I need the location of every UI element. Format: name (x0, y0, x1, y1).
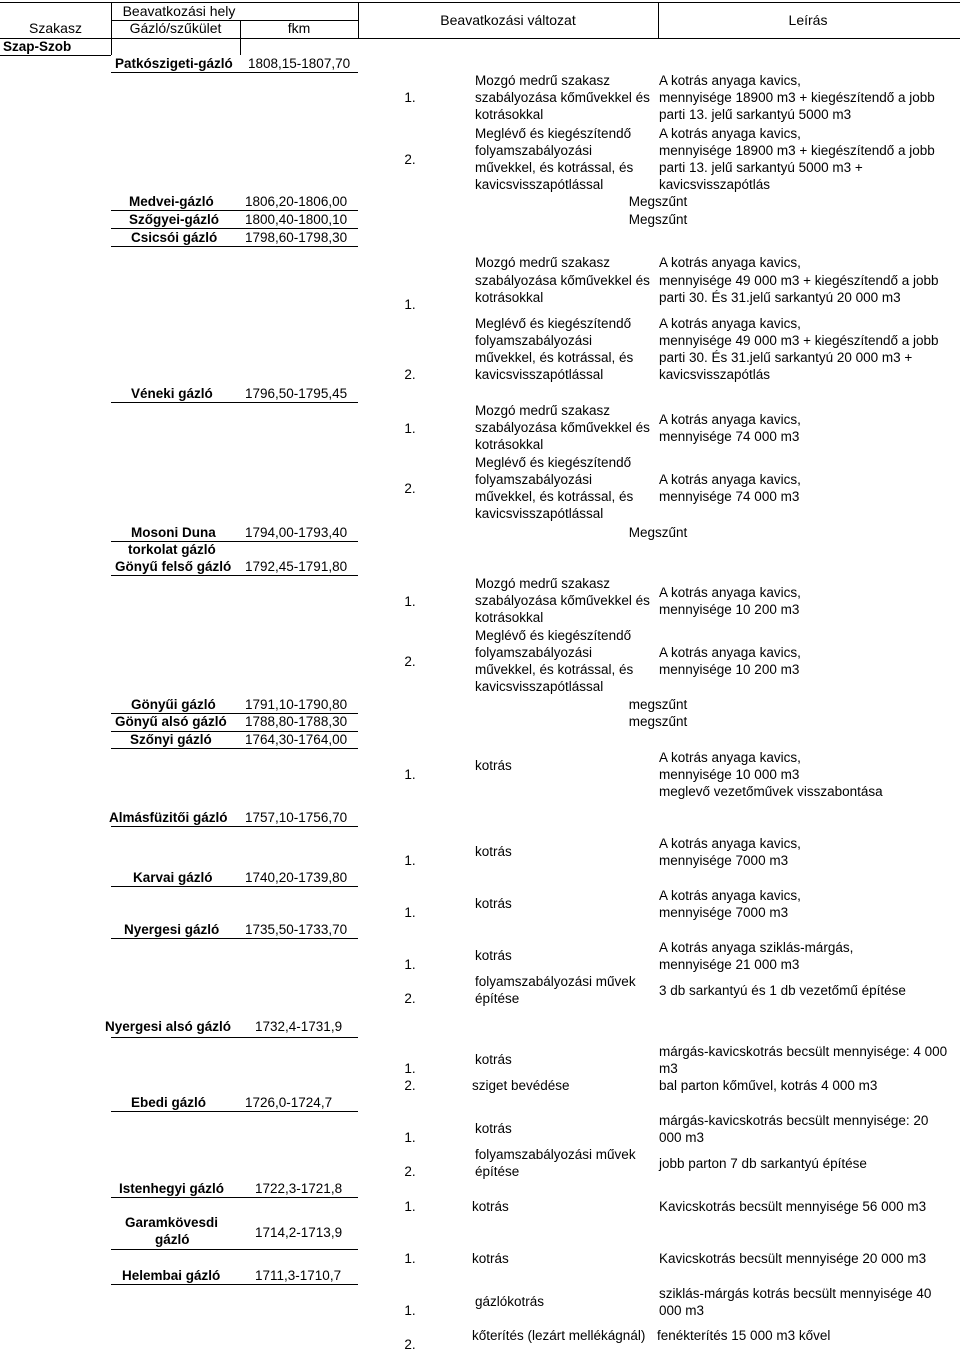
variant-text: szabályozása kőművekkel és (475, 90, 650, 105)
site-name: Véneki gázló (131, 386, 213, 401)
site-fkm: 1788,80-1788,30 (245, 714, 348, 729)
row-line (111, 748, 358, 749)
variant-number: 1. (404, 957, 416, 972)
variant-text: Meglévő és kiegészítendő (475, 316, 632, 331)
header-szakasz: Szakasz (29, 20, 82, 36)
description-text: Kavicskotrás becsült mennyisége 20 000 m3 (659, 1251, 927, 1266)
variant-text: folyamszabályozási (475, 645, 593, 660)
variant-text: szabályozása kőművekkel és (475, 420, 650, 435)
variant-text: folyamszabályozási (475, 143, 593, 158)
site-name: Csicsói gázló (131, 230, 218, 245)
variant-number: 1. (404, 1199, 416, 1214)
variant-text: folyamszabályozási (475, 333, 593, 348)
description-text: mennyisége 74 000 m3 (659, 429, 800, 444)
description-text: mennyisége 74 000 m3 (659, 489, 800, 504)
variant-text: Mozgó medrű szakasz (475, 576, 611, 591)
site-name: Szőnyi gázló (130, 732, 212, 747)
header-leiras: Leírás (788, 12, 828, 28)
variant-text: folyamszabályozási művek (475, 974, 636, 989)
description-text: A kotrás anyaga kavics, (659, 73, 801, 88)
site-fkm: 1740,20-1739,80 (245, 870, 348, 885)
header-beavatkozasi-hely: Beavatkozási hely (122, 3, 236, 19)
description-text: mennyisége 7000 m3 (659, 905, 789, 920)
variant-text: szabályozása kőművekkel és (475, 593, 650, 608)
description-text: A kotrás anyaga kavics, (659, 126, 801, 141)
site-name: Patkószigeti-gázló (115, 56, 233, 71)
variant-text: folyamszabályozási (475, 472, 593, 487)
site-fkm: 1796,50-1795,45 (245, 386, 348, 401)
site-name: Gönyűi gázló (131, 697, 216, 712)
description-text: mennyisége 21 000 m3 (659, 957, 800, 972)
variant-text: kotrás (475, 896, 512, 911)
description-text: A kotrás anyaga kavics, (659, 472, 801, 487)
variant-number: 2. (404, 152, 416, 167)
description-text: márgás-kavicskotrás becsült mennyisége: 20 (659, 1113, 929, 1128)
description-text: mennyisége 10 000 m3 (659, 767, 800, 782)
description-text: m3 (659, 1061, 678, 1076)
variant-number: 1. (404, 297, 416, 312)
variant-text: Meglévő és kiegészítendő (475, 126, 632, 141)
site-fkm: 1757,10-1756,70 (245, 810, 348, 825)
site-fkm: 1794,00-1793,40 (245, 525, 348, 540)
site-name: Gönyű alsó gázló (115, 714, 227, 729)
header-beavatkozasi-valtozat: Beavatkozási változat (440, 12, 576, 28)
description-text: 000 m3 (659, 1303, 705, 1318)
variant-text: kotrás (475, 1121, 512, 1136)
variant-text: gázlókotrás (475, 1294, 545, 1309)
variant-text: művekkel, és kotrással, és (475, 489, 634, 504)
row-line (111, 1249, 358, 1250)
variant-number: 1. (404, 90, 416, 105)
site-fkm: 1722,3-1721,8 (255, 1181, 343, 1196)
section-divider (0, 55, 111, 56)
description-text: mennyisége 49 000 m3 + kiegészítendő a jobb (659, 333, 939, 348)
description-text: mennyisége 7000 m3 (659, 853, 789, 868)
site-fkm: 1792,45-1791,80 (245, 559, 348, 574)
variant-number: 1. (404, 905, 416, 920)
row-line (111, 886, 358, 887)
description-text: sziklás-márgás kotrás becsült mennyisége 40 (659, 1286, 932, 1301)
site-name: Karvai gázló (133, 870, 213, 885)
site-name: Gönyű felső gázló (115, 559, 232, 574)
variant-text: művekkel, és kotrással, és (475, 662, 634, 677)
site-status: Megszűnt (628, 525, 688, 540)
site-status: Megszűnt (628, 194, 688, 209)
description-text: bal parton kőművel, kotrás 4 000 m3 (659, 1078, 878, 1093)
description-text: kavicsvisszapótlás (659, 177, 771, 192)
description-text: mennyisége 10 200 m3 (659, 602, 800, 617)
description-text: parti 30. És 31.jelű sarkantyú 20 000 m3 + (659, 350, 913, 365)
description-text: meglevő vezetőművek visszabontása (659, 784, 883, 799)
site-name: Nyergesi gázló (124, 922, 220, 937)
variant-text: Mozgó medrű szakasz (475, 73, 611, 88)
variant-number: 1. (404, 1303, 416, 1318)
variant-number: 2. (404, 1337, 416, 1352)
site-name: torkolat gázló (128, 542, 216, 557)
description-text: A kotrás anyaga kavics, (659, 888, 801, 903)
description-text: A kotrás anyaga kavics, (659, 255, 801, 270)
variant-text: kotrásokkal (475, 290, 544, 305)
site-fkm: 1764,30-1764,00 (245, 732, 348, 747)
row-line (111, 402, 358, 403)
description-text: parti 30. És 31.jelű sarkantyú 20 000 m3 (659, 290, 901, 305)
description-text: parti 13. jelű sarkantyú 5000 m3 + (659, 160, 863, 175)
variant-text: kavicsvisszapótlással (475, 367, 604, 382)
site-status: Megszűnt (628, 212, 688, 227)
variant-text: sziget bevédése (472, 1078, 570, 1093)
variant-text: kotrásokkal (475, 437, 544, 452)
site-fkm: 1798,60-1798,30 (245, 230, 348, 245)
site-fkm: 1735,50-1733,70 (245, 922, 348, 937)
description-text: A kotrás anyaga kavics, (659, 316, 801, 331)
site-name: Almásfüzitői gázló (109, 810, 228, 825)
site-fkm: 1808,15-1807,70 (248, 56, 351, 71)
row-line (111, 826, 358, 827)
site-name: Medvei-gázló (129, 194, 214, 209)
variant-text: szabályozása kőművekkel és (475, 273, 650, 288)
description-text: kavicsvisszapótlás (659, 367, 771, 382)
row-line (111, 1037, 358, 1038)
site-fkm: 1800,40-1800,10 (245, 212, 348, 227)
description-text: 3 db sarkantyú és 1 db vezetőmű építése (659, 983, 906, 998)
variant-number: 1. (404, 1130, 416, 1145)
variant-text: kotrás (475, 948, 512, 963)
description-text: A kotrás anyaga kavics, (659, 645, 801, 660)
header-fkm: fkm (287, 20, 311, 36)
variant-text: kavicsvisszapótlással (475, 679, 604, 694)
row-line (111, 575, 358, 576)
description-text: A kotrás anyaga kavics, (659, 412, 801, 427)
variant-text: építése (475, 1164, 520, 1179)
description-text: 000 m3 (659, 1130, 705, 1145)
variant-text: kotrás (475, 1052, 512, 1067)
variant-number: 1. (404, 853, 416, 868)
variant-number: 1. (404, 594, 416, 609)
description-text: Kavicskotrás becsült mennyisége 56 000 m3 (659, 1199, 927, 1214)
site-name: gázló (155, 1232, 190, 1247)
site-fkm: 1806,20-1806,00 (245, 194, 348, 209)
description-text: jobb parton 7 db sarkantyú építése (659, 1156, 867, 1171)
variant-number: 2. (404, 991, 416, 1006)
site-name: Mosoni Duna (131, 525, 216, 540)
variant-number: 2. (404, 654, 416, 669)
header-divider (0, 38, 960, 39)
variant-text: folyamszabályozási művek (475, 1147, 636, 1162)
description-text: fenékterítés 15 000 m3 kővel (657, 1328, 831, 1343)
section-label: Szap-Szob (3, 39, 72, 54)
variant-text: művekkel, és kotrással, és (475, 160, 634, 175)
description-text: A kotrás anyaga kavics, (659, 750, 801, 765)
variant-text: Mozgó medrű szakasz (475, 403, 611, 418)
description-text: A kotrás anyaga kavics, (659, 585, 801, 600)
site-name: Istenhegyi gázló (119, 1181, 225, 1196)
row-line (111, 1197, 358, 1198)
variant-text: kőterítés (lezárt mellékágnál) (472, 1328, 646, 1343)
variant-text: kavicsvisszapótlással (475, 506, 604, 521)
variant-text: kotrás (475, 758, 512, 773)
description-text: mennyisége 18900 m3 + kiegészítendő a jobb (659, 143, 935, 158)
variant-text: Meglévő és kiegészítendő (475, 455, 632, 470)
description-text: A kotrás anyaga sziklás-márgás, (659, 940, 854, 955)
variant-number: 2. (404, 481, 416, 496)
description-text: márgás-kavicskotrás becsült mennyisége: 4 000 (659, 1044, 948, 1059)
site-status: megszűnt (628, 697, 688, 712)
description-text: mennyisége 49 000 m3 + kiegészítendő a jobb (659, 273, 939, 288)
site-name: Helembai gázló (122, 1268, 221, 1283)
variant-text: kotrásokkal (475, 610, 544, 625)
variant-number: 2. (404, 367, 416, 382)
site-status: megszűnt (628, 714, 688, 729)
site-fkm: 1726,0-1724,7 (245, 1095, 333, 1110)
header-gazlo-szukulet: Gázló/szűkület (129, 20, 222, 36)
description-text: parti 13. jelű sarkantyú 5000 m3 (659, 107, 852, 122)
description-text: mennyisége 10 200 m3 (659, 662, 800, 677)
variant-text: kotrás (475, 844, 512, 859)
row-line (111, 72, 358, 73)
site-name: Nyergesi alsó gázló (105, 1019, 232, 1034)
variant-text: művekkel, és kotrással, és (475, 350, 634, 365)
description-text: A kotrás anyaga kavics, (659, 836, 801, 851)
row-line (111, 246, 358, 247)
row-line (111, 1284, 358, 1285)
variant-number: 1. (404, 767, 416, 782)
variant-number: 1. (404, 421, 416, 436)
site-name: Ebedi gázló (131, 1095, 207, 1110)
variant-number: 1. (404, 1061, 416, 1076)
description-text: mennyisége 18900 m3 + kiegészítendő a jobb (659, 90, 935, 105)
site-fkm: 1732,4-1731,9 (255, 1019, 343, 1034)
site-fkm: 1791,10-1790,80 (245, 697, 348, 712)
variant-text: kotrás (472, 1251, 509, 1266)
variant-text: kavicsvisszapótlással (475, 177, 604, 192)
variant-number: 2. (404, 1078, 416, 1093)
row-line (111, 1111, 358, 1112)
site-fkm: 1714,2-1713,9 (255, 1225, 343, 1240)
variant-text: kotrás (472, 1199, 509, 1214)
variant-text: építése (475, 991, 520, 1006)
variant-text: kotrásokkal (475, 107, 544, 122)
variant-number: 2. (404, 1164, 416, 1179)
site-name: Garamkövesdi (125, 1215, 219, 1230)
site-name: Szőgyei-gázló (129, 212, 220, 227)
row-line (111, 938, 358, 939)
variant-text: Meglévő és kiegészítendő (475, 628, 632, 643)
variant-text: Mozgó medrű szakasz (475, 255, 611, 270)
variant-number: 1. (404, 1251, 416, 1266)
site-fkm: 1711,3-1710,7 (255, 1268, 342, 1283)
